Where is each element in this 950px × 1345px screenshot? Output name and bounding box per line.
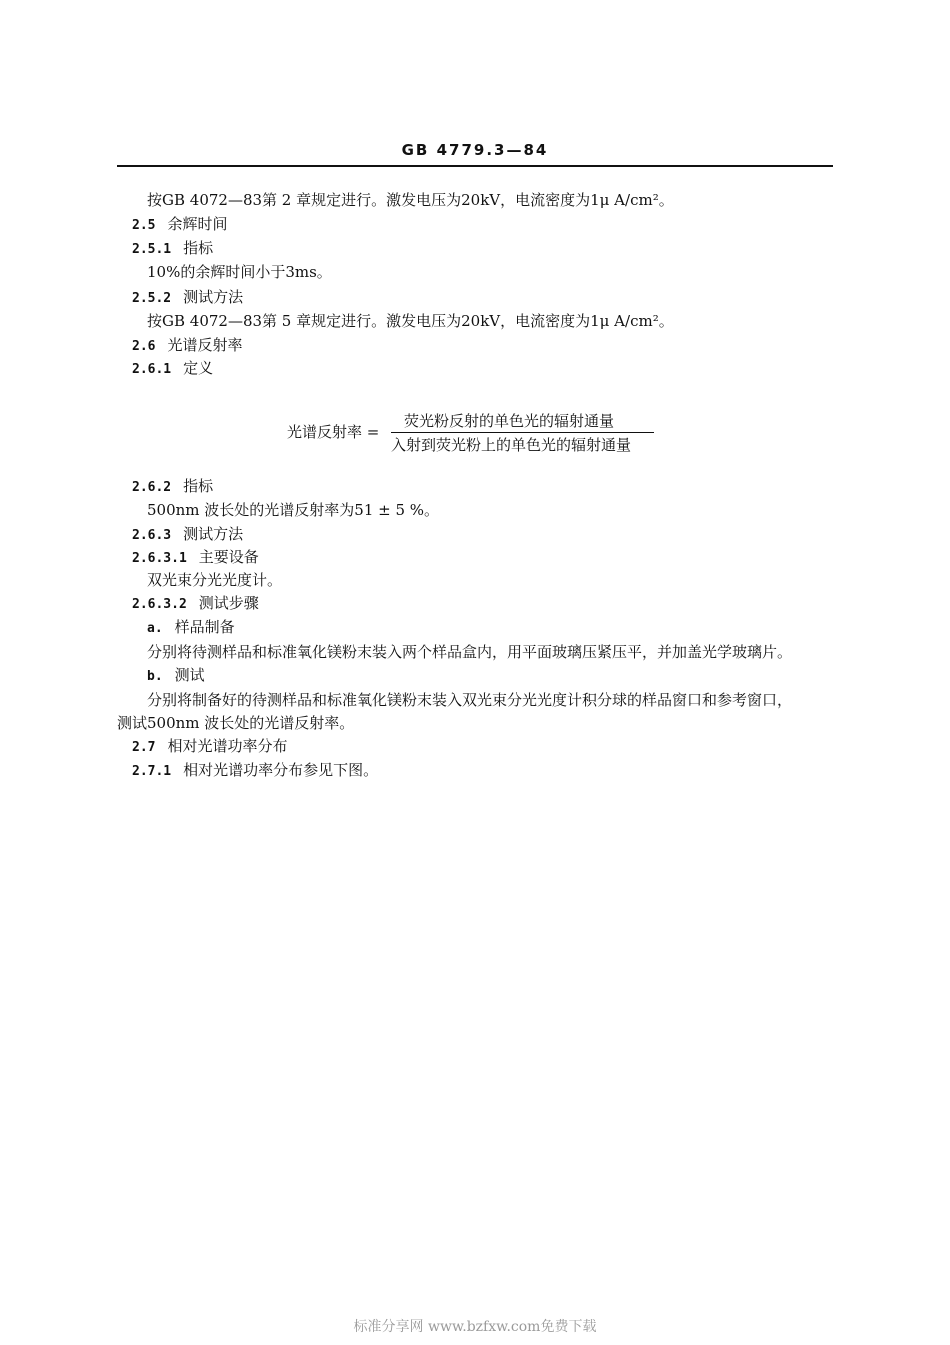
- formula-numerator: 荧光粉反射的单色光的辐射通量: [404, 412, 615, 430]
- section-number: 2.5: [132, 218, 156, 233]
- formula-denominator: 入射到荧光粉上的单色光的辐射通量: [391, 436, 632, 454]
- section-number: 2.7: [132, 740, 156, 755]
- formula-label: 光谱反射率 =: [287, 423, 380, 441]
- section-title: 测试方法: [183, 525, 244, 543]
- text-line: 按GB 4072—83第 2 章规定进行。激发电压为20kV，电流密度为1μ A/cm²。: [147, 191, 674, 209]
- section-title: 指标: [183, 239, 214, 257]
- section-2-5: [132, 213, 228, 234]
- text-line: 500nm 波长处的光谱反射率为51 ± 5 %。: [147, 501, 440, 519]
- section-title: 测试方法: [183, 288, 244, 306]
- step-title: 样品制备: [174, 618, 235, 636]
- step-letter: a.: [147, 621, 163, 636]
- section-title: 指标: [183, 477, 214, 495]
- step-title: 测试: [174, 666, 205, 684]
- section-number: 2.5.1: [132, 242, 172, 257]
- section-title: 相对光谱功率分布: [167, 737, 288, 755]
- watermark: 标准分享网 www.bzfxw.com免费下载: [353, 1319, 597, 1335]
- section-title: 相对光谱功率分布参见下图。: [183, 761, 379, 779]
- text-line: 分别将制备好的待测样品和标准氧化镁粉末装入双光束分光光度计积分球的样品窗口和参考窗口，: [147, 691, 793, 709]
- section-2-6-2: [132, 475, 213, 496]
- section-title: 余辉时间: [167, 215, 228, 233]
- text-line: 双光束分光光度计。: [147, 571, 283, 589]
- section-2-5-1: [132, 237, 213, 258]
- section-title: 光谱反射率: [167, 336, 243, 354]
- section-2-6-3: [132, 523, 243, 544]
- section-number: 2.6.3: [132, 528, 172, 543]
- page-header: GB 4779.3—84: [401, 141, 549, 159]
- text-line: 分别将待测样品和标准氧化镁粉末装入两个样品盒内，用平面玻璃压紧压平，并加盖光学玻璃片。: [147, 643, 793, 661]
- section-number: 2.6.1: [132, 362, 172, 377]
- section-title: 定义: [183, 359, 214, 377]
- section-number: 2.6.3.1: [132, 551, 187, 566]
- section-number: 2.7.1: [132, 764, 172, 779]
- text-line: 测试500nm 波长处的光谱反射率。: [117, 714, 355, 732]
- section-2-7: [132, 735, 288, 756]
- section-2-6-3-2: [132, 592, 259, 613]
- section-2-6-1: [132, 357, 213, 378]
- step-letter: b.: [147, 669, 163, 684]
- section-2-6: [132, 334, 243, 355]
- text-line: 按GB 4072—83第 5 章规定进行。激发电压为20kV，电流密度为1μ A/cm²。: [147, 312, 674, 330]
- text-line: 10%的余辉时间小于3ms。: [147, 263, 332, 281]
- section-title: 主要设备: [198, 548, 259, 566]
- section-number: 2.5.2: [132, 291, 172, 306]
- header-rule: [117, 165, 833, 167]
- section-number: 2.6.2: [132, 480, 172, 495]
- section-number: 2.6: [132, 339, 156, 354]
- step-b: [147, 664, 205, 685]
- section-title: 测试步骤: [198, 594, 259, 612]
- step-a: [147, 616, 235, 637]
- section-2-6-3-1: [132, 546, 259, 567]
- section-number: 2.6.3.2: [132, 597, 187, 612]
- section-2-5-2: [132, 286, 243, 307]
- fraction-bar: [391, 432, 654, 433]
- section-2-7-1: [132, 759, 378, 780]
